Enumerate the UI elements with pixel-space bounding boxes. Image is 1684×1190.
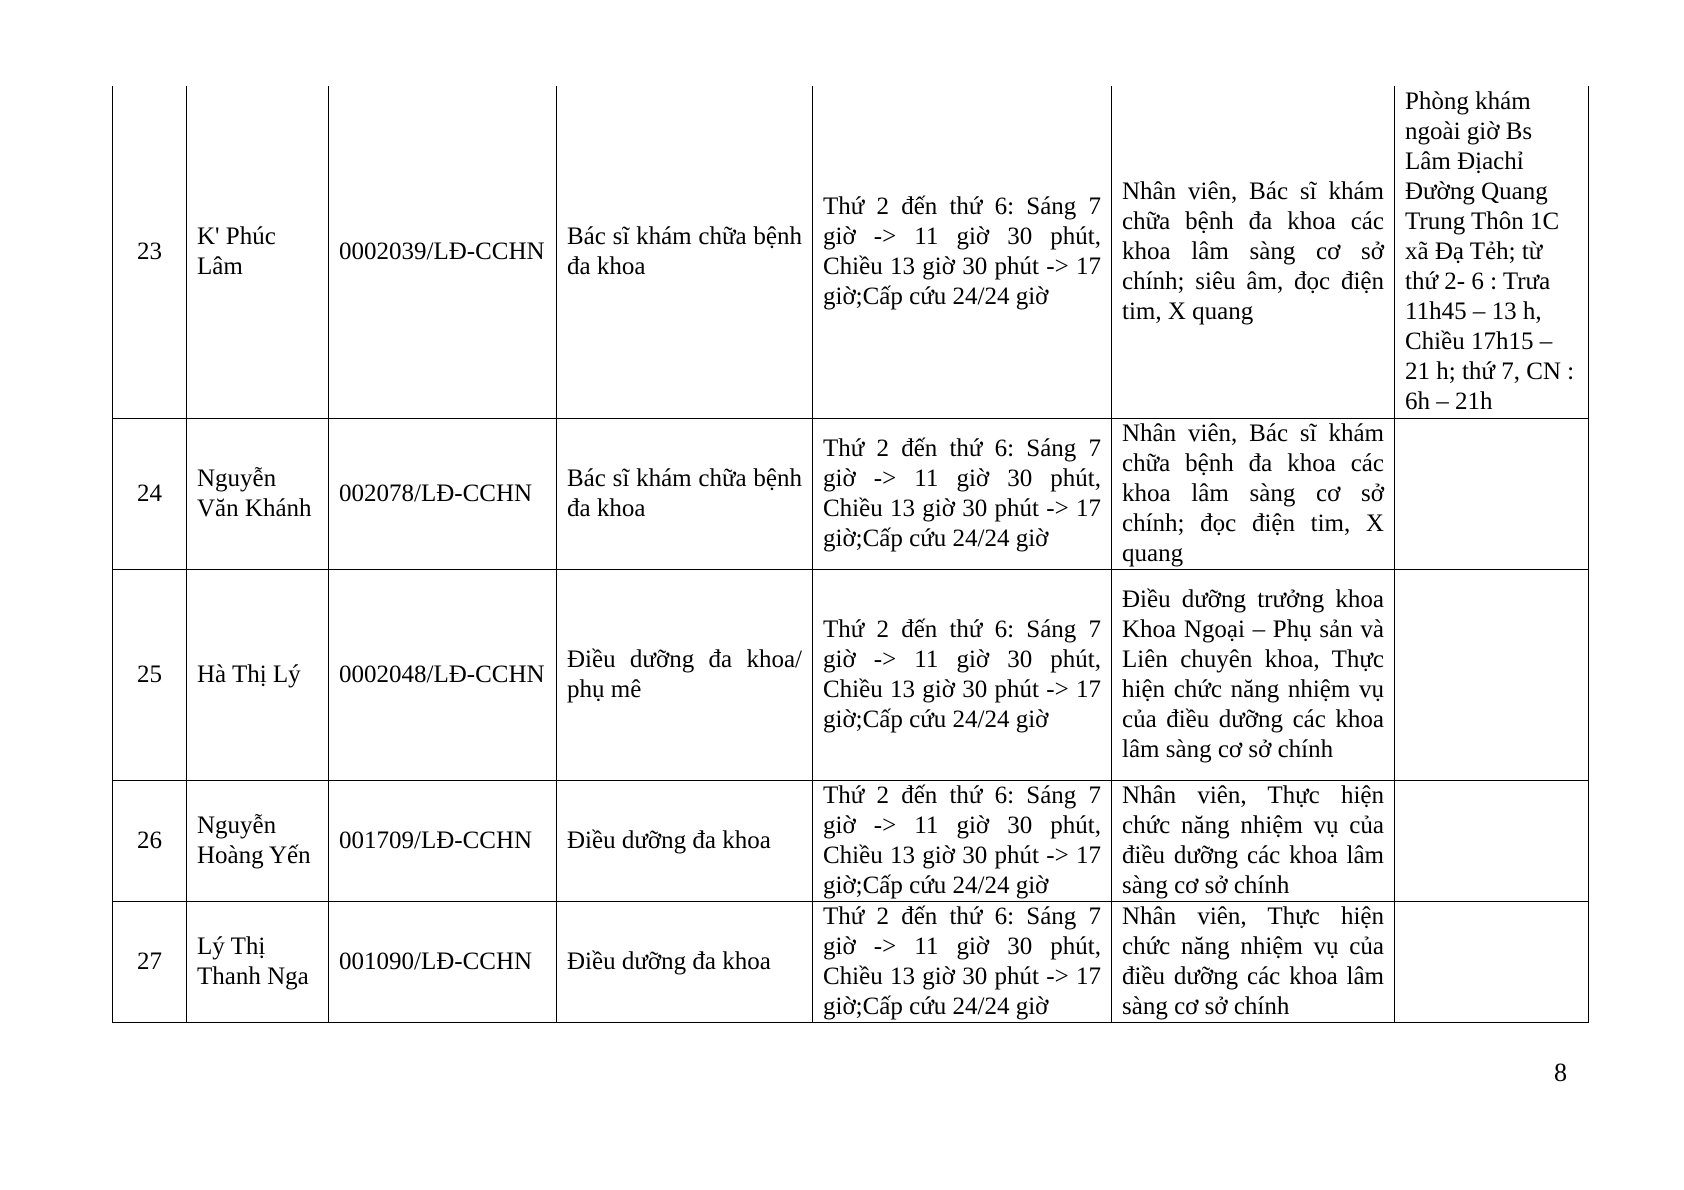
staff-name: K' Phúc Lâm	[187, 86, 329, 418]
table-row	[113, 86, 1589, 418]
staff-name: Nguyễn Hoàng Yến	[187, 780, 329, 901]
practice-scope: Điều dưỡng đa khoa	[557, 780, 813, 901]
position-duties: Nhân viên, Bác sĩ khám chữa bệnh đa khoa các khoa lâm sàng cơ sở chính; đọc điện tim, X quang	[1112, 418, 1395, 569]
page-number: 8	[1554, 1058, 1567, 1087]
position-duties: Nhân viên, Bác sĩ khám chữa bệnh đa khoa các khoa lâm sàng cơ sở chính; siêu âm, đọc điện tim, X quang	[1112, 86, 1395, 418]
license-number: 001090/LĐ-CCHN	[329, 901, 557, 1022]
row-number: 23	[113, 86, 187, 418]
extra-practice-note	[1395, 569, 1589, 780]
staff-name: Lý Thị Thanh Nga	[187, 901, 329, 1022]
working-hours: Thứ 2 đến thứ 6: Sáng 7 giờ -> 11 giờ 30 phút, Chiều 13 giờ 30 phút -> 17 giờ;Cấp cứu 24/24 giờ	[813, 569, 1112, 780]
extra-practice-note	[1395, 418, 1589, 569]
license-number: 0002039/LĐ-CCHN	[329, 86, 557, 418]
row-number: 25	[113, 569, 187, 780]
row-number: 27	[113, 901, 187, 1022]
license-number: 002078/LĐ-CCHN	[329, 418, 557, 569]
staff-name: Hà Thị Lý	[187, 569, 329, 780]
position-duties: Nhân viên, Thực hiện chức năng nhiệm vụ của điều dưỡng các khoa lâm sàng cơ sở chính	[1112, 780, 1395, 901]
extra-practice-note	[1395, 901, 1589, 1022]
practice-scope: Bác sĩ khám chữa bệnh đa khoa	[557, 418, 813, 569]
extra-practice-note	[1395, 780, 1589, 901]
table-row	[113, 418, 1589, 569]
table-row	[113, 569, 1589, 780]
practice-scope: Bác sĩ khám chữa bệnh đa khoa	[557, 86, 813, 418]
working-hours: Thứ 2 đến thứ 6: Sáng 7 giờ -> 11 giờ 30 phút, Chiều 13 giờ 30 phút -> 17 giờ;Cấp cứu 24/24 giờ	[813, 901, 1112, 1022]
extra-practice-note: Phòng khám ngoài giờ Bs Lâm Địachỉ Đường Quang Trung Thôn 1C xã Đạ Tẻh; từ thứ 2- 6 : Trưa 11h45 – 13 h, Chiều 17h15 – 21 h; thứ 7, CN : 6h – 21h	[1395, 86, 1589, 418]
license-number: 0002048/LĐ-CCHN	[329, 569, 557, 780]
practice-scope: Điều dưỡng đa khoa	[557, 901, 813, 1022]
working-hours: Thứ 2 đến thứ 6: Sáng 7 giờ -> 11 giờ 30 phút, Chiều 13 giờ 30 phút -> 17 giờ;Cấp cứu 24/24 giờ	[813, 780, 1112, 901]
table-row	[113, 780, 1589, 901]
practice-scope: Điều dưỡng đa khoa/ phụ mê	[557, 569, 813, 780]
staff-name: Nguyễn Văn Khánh	[187, 418, 329, 569]
table-row	[113, 901, 1589, 1022]
position-duties: Nhân viên, Thực hiện chức năng nhiệm vụ của điều dưỡng các khoa lâm sàng cơ sở chính	[1112, 901, 1395, 1022]
row-number: 24	[113, 418, 187, 569]
row-number: 26	[113, 780, 187, 901]
working-hours: Thứ 2 đến thứ 6: Sáng 7 giờ -> 11 giờ 30 phút, Chiều 13 giờ 30 phút -> 17 giờ;Cấp cứu 24/24 giờ	[813, 86, 1112, 418]
position-duties: Điều dưỡng trưởng khoa Khoa Ngoại – Phụ sản và Liên chuyên khoa, Thực hiện chức năng nhiệm vụ của điều dưỡng các khoa lâm sàng cơ sở chính	[1112, 569, 1395, 780]
staff-table	[112, 86, 1589, 1023]
working-hours: Thứ 2 đến thứ 6: Sáng 7 giờ -> 11 giờ 30 phút, Chiều 13 giờ 30 phút -> 17 giờ;Cấp cứu 24/24 giờ	[813, 418, 1112, 569]
license-number: 001709/LĐ-CCHN	[329, 780, 557, 901]
